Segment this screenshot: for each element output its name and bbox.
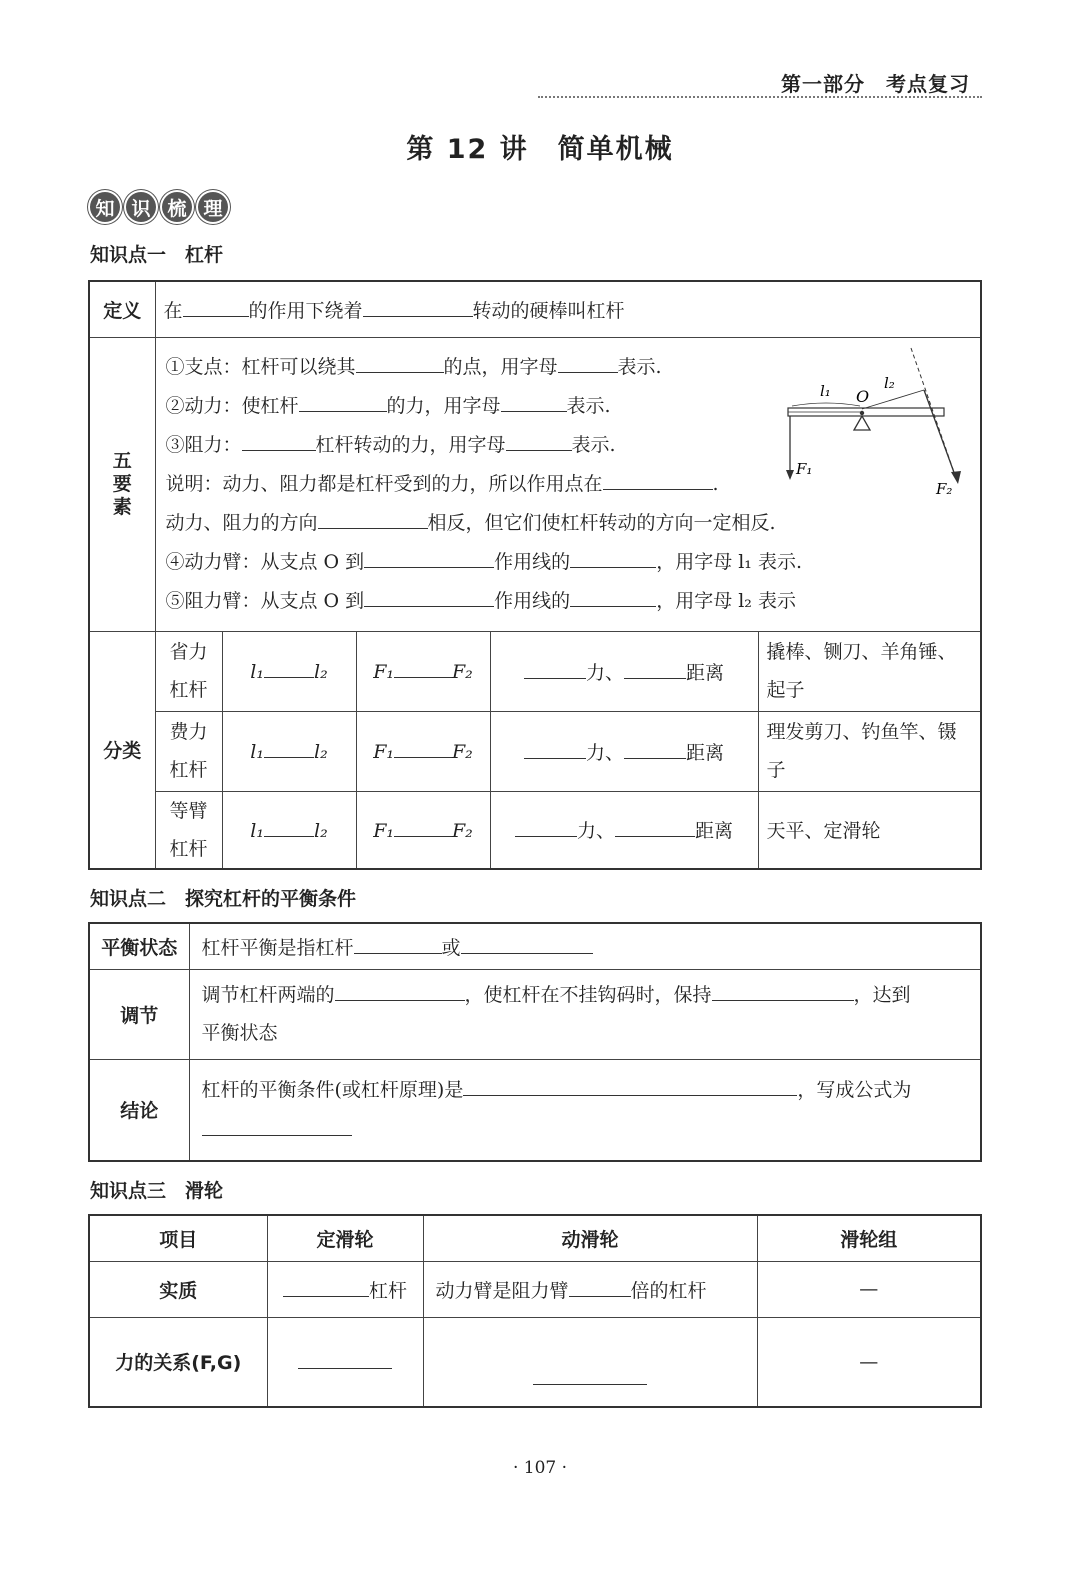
badge-char: 识 [124, 190, 158, 224]
effort-distance: 力、 距离 [490, 711, 758, 791]
label-l1: l₁ [819, 381, 831, 400]
class-row-2 [89, 711, 981, 791]
col-pulley-block: 滑轮组 [757, 1215, 981, 1261]
examples: 理发剪刀、钓鱼竿、镊子 [758, 711, 981, 791]
adjust-content: 调节杠杆两端的 ，使杠杆在不挂钩码时，保持 ，达到 平衡状态 [189, 969, 981, 1059]
kp1-title: 知识点一 杠杆 [90, 244, 224, 266]
element-5: ⑤阻力臂：从支点 O 到 作用线的 ，用字母 l₂ 表示 [165, 589, 796, 612]
lever-type: 省力 杠杆 [155, 631, 222, 711]
badge-char: 知 [88, 190, 122, 224]
adjust-row [89, 969, 981, 1059]
fixed-relation [267, 1317, 423, 1407]
conclusion-label: 结论 [89, 1059, 189, 1161]
effort-distance: 力、 距离 [490, 631, 758, 711]
effort-distance: 力、 距离 [490, 791, 758, 869]
col-fixed-pulley: 定滑轮 [267, 1215, 423, 1261]
block-essence: — [757, 1261, 981, 1317]
note-1: 说明：动力、阻力都是杠杆受到的力，所以作用点在 . [165, 472, 719, 495]
def-text: 的作用下绕着 [248, 299, 363, 322]
balance-table [88, 922, 982, 1162]
kp2-title: 知识点二 探究杠杆的平衡条件 [90, 888, 357, 910]
lesson-title: 第 12 讲 简单机械 [406, 134, 674, 165]
label-o: O [855, 386, 869, 406]
lever-type: 费力 杠杆 [155, 711, 222, 791]
balance-state-row [89, 923, 981, 969]
adjust-label: 调节 [89, 969, 189, 1059]
class-label: 分类 [89, 631, 155, 869]
five-elements-row [89, 337, 981, 631]
conclusion-content: 杠杆的平衡条件(或杠杆原理)是 ，写成公式为 [189, 1059, 981, 1161]
balance-state-content: 杠杆平衡是指杠杆 或 [189, 923, 981, 969]
pulley-table [88, 1214, 982, 1408]
balance-state-label: 平衡状态 [89, 923, 189, 969]
col-movable-pulley: 动滑轮 [423, 1215, 757, 1261]
def-text: 转动的硬棒叫杠杆 [472, 299, 625, 322]
knowledge-badge [88, 190, 230, 224]
def-content [155, 281, 981, 337]
arm-compare: l₁ l₂ [222, 631, 356, 711]
def-label: 定义 [89, 281, 155, 337]
blank [183, 298, 249, 317]
kp3-title: 知识点三 滑轮 [90, 1180, 224, 1202]
page-number: · 107 · [512, 1458, 568, 1478]
arm-compare: l₁ l₂ [222, 791, 356, 869]
force-compare: F₁ F₂ [356, 711, 490, 791]
col-item: 项目 [89, 1215, 267, 1261]
element-3: ③阻力： 杠杆转动的力，用字母 表示. [165, 433, 616, 456]
badge-char: 梳 [160, 190, 194, 224]
essence-label: 实质 [89, 1261, 267, 1317]
element-2: ②动力：使杠杆 的力，用字母 表示. [165, 394, 611, 417]
pulley-header-row [89, 1215, 981, 1261]
examples: 天平、定滑轮 [758, 791, 981, 869]
label-l2: l₂ [883, 373, 895, 392]
lever-table [88, 280, 982, 870]
label-f2: F₂ [935, 479, 952, 498]
force-relation-row [89, 1317, 981, 1407]
note-2: 动力、阻力的方向 相反，但它们使杠杆转动的方向一定相反. [165, 511, 776, 534]
five-content [155, 337, 981, 631]
force-compare: F₁ F₂ [356, 791, 490, 869]
label-f1: F₁ [795, 459, 812, 478]
arm-compare: l₁ l₂ [222, 711, 356, 791]
definition-row [89, 281, 981, 337]
movable-essence: 动力臂是阻力臂 倍的杠杆 [423, 1261, 757, 1317]
essence-row [89, 1261, 981, 1317]
force-relation-label: 力的关系(F,G) [89, 1317, 267, 1407]
force-compare: F₁ F₂ [356, 631, 490, 711]
movable-relation [423, 1317, 757, 1407]
element-4: ④动力臂：从支点 O 到 作用线的 ，用字母 l₁ 表示. [165, 550, 802, 573]
conclusion-row [89, 1059, 981, 1161]
header-section: 第一部分 考点复习 [781, 72, 970, 96]
block-relation: — [757, 1317, 981, 1407]
fixed-essence: 杠杆 [267, 1261, 423, 1317]
blank [363, 298, 473, 317]
def-text: 在 [163, 299, 183, 322]
lever-diagram [784, 344, 984, 504]
header-divider [538, 96, 982, 98]
badge-char: 理 [196, 190, 230, 224]
element-1: ①支点：杠杆可以绕其 的点，用字母 表示. [165, 355, 662, 378]
lever-type: 等臂 杠杆 [155, 791, 222, 869]
class-row-3 [89, 791, 981, 869]
class-row-1 [89, 631, 981, 711]
five-label: 五 要 素 [89, 337, 155, 631]
examples: 撬棒、铡刀、羊角锤、起子 [758, 631, 981, 711]
